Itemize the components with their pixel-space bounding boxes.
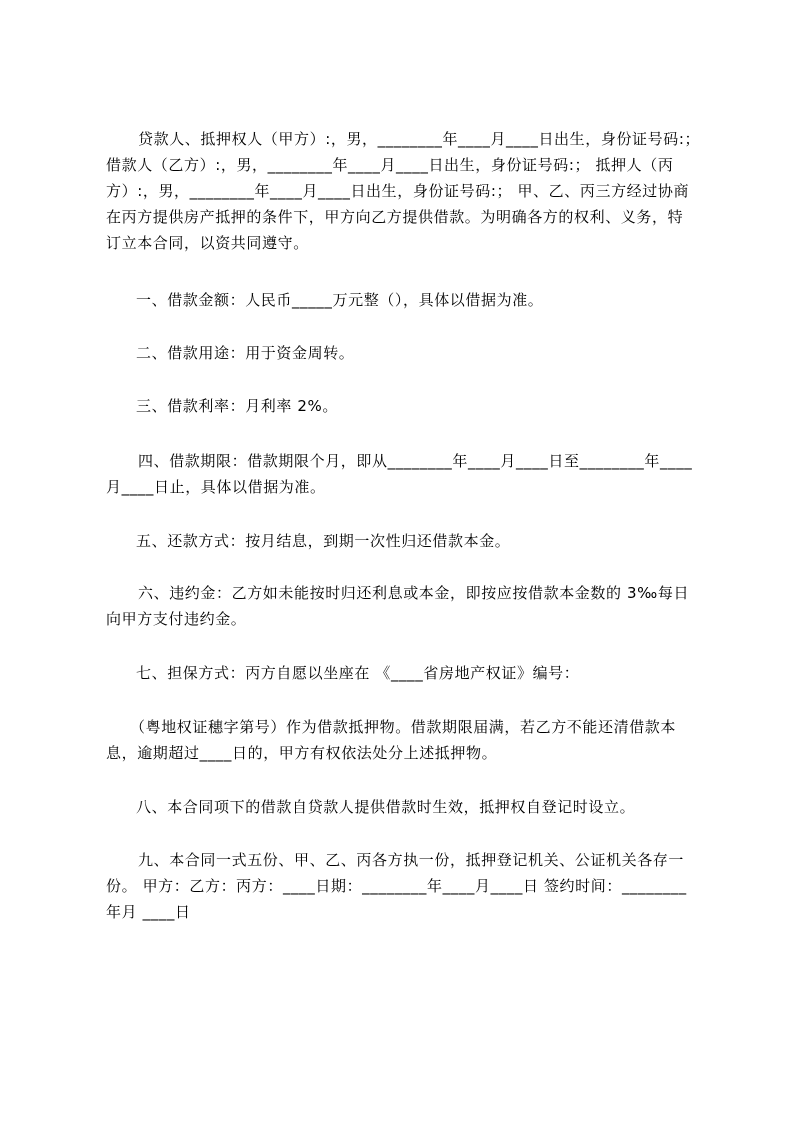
intro-line-1: 贷款人、抵押权人（甲方）:，男，________年____月____日出生，身份证号码:；: [138, 130, 701, 148]
intro-paragraph: [106, 126, 700, 256]
intro-line-2: 借款人（乙方）:，男，________年____月____日出生，身份证号码:； 抵押人（丙: [106, 156, 674, 174]
intro-line-5: 订立本合同，以资共同遵守。: [106, 234, 309, 252]
clause-3: [106, 393, 700, 419]
clause-6-line-1: 六、违约金：乙方如未能按时归还利息或本金，即按应按借款本金数的 3‰每日: [138, 584, 690, 602]
clause-8-text: 八、本合同项下的借款自贷款人提供借款时生效，抵押权自登记时设立。: [136, 798, 636, 816]
clause-6: [106, 580, 700, 632]
clause-9-line-2: 份。 甲方：乙方：丙方：____日期：________年____月____日 签约时间：________: [106, 877, 687, 895]
clause-9-line-1: 九、本合同一式五份、甲、乙、丙各方执一份，抵押登记机关、公证机关各存一: [138, 851, 685, 869]
clause-4: [106, 448, 700, 500]
clause-7: [106, 660, 700, 686]
clause-3-text: 三、借款利率：月利率 2%。: [136, 397, 338, 415]
clause-2-text: 二、借款用途：用于资金周转。: [136, 344, 355, 362]
clause-9-line-3: 年月 ____日: [106, 903, 191, 921]
clause-9: [106, 847, 700, 925]
intro-line-4: 在丙方提供房产抵押的条件下，甲方向乙方提供借款。为明确各方的权利、义务，特: [106, 208, 684, 226]
clause-6-line-2: 向甲方支付违约金。: [106, 610, 247, 628]
clause-4-line-1: 四、借款期限：借款期限个月，即从________年____月____日至________年____: [138, 452, 693, 470]
intro-line-3: 方）:，男，________年____月____日出生，身份证号码:； 甲、乙、丙三方经过协商: [106, 182, 690, 200]
clause-1-text: 一、借款金额：人民币_____万元整（），具体以借据为准。: [136, 291, 544, 309]
clause-5-text: 五、还款方式：按月结息，到期一次性归还借款本金。: [136, 532, 511, 550]
clause-4-line-2: 月____日止，具体以借据为准。: [106, 478, 326, 496]
clause-8: [106, 794, 700, 820]
clause-2: [106, 340, 700, 366]
clause-7-continued: [106, 714, 700, 766]
clause-7b-line-1: （粤地权证穗字第号）作为借款抵押物。借款期限届满，若乙方不能还清借款本: [130, 718, 677, 736]
clause-5: [106, 528, 700, 554]
clause-7b-line-2: 息，逾期超过____日的，甲方有权依法处分上述抵押物。: [106, 744, 498, 762]
clause-7-text: 七、担保方式：丙方自愿以坐座在 《____省房地产权证》编号：: [136, 664, 580, 682]
clause-1: [106, 287, 700, 313]
